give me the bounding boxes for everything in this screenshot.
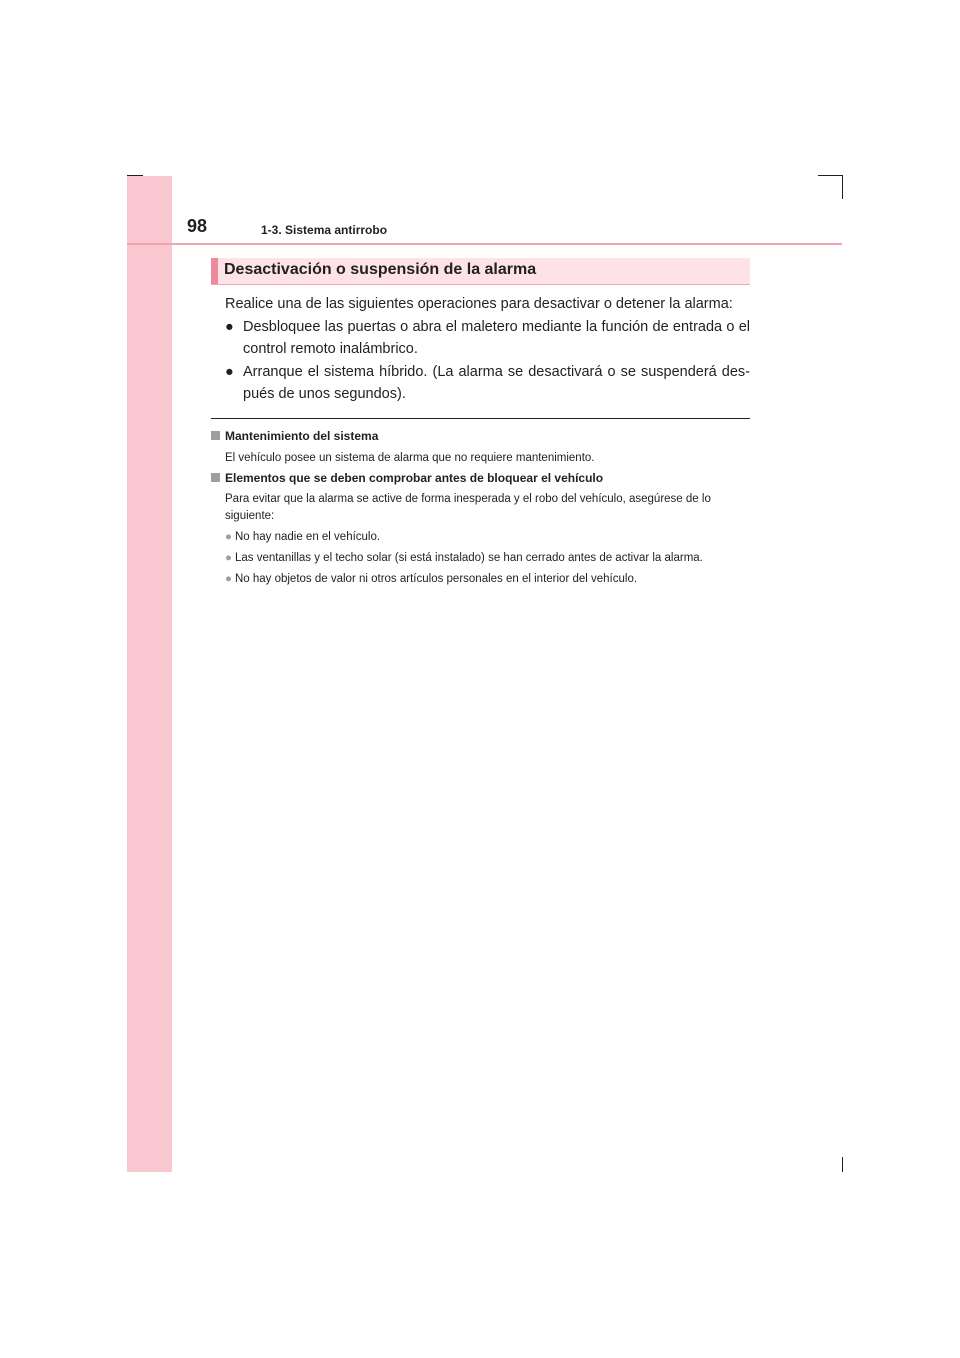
heading-text: Desactivación o suspensión de la alarma <box>224 261 537 278</box>
list-item-text: Desbloquee las puertas o abra el maletero mediante la función de entrada o el control remoto inalámbrico. <box>243 319 750 357</box>
page-number: 98 <box>187 216 208 236</box>
note-list-item <box>225 571 750 588</box>
note-list-item-text: No hay nadie en el vehículo. <box>234 531 381 543</box>
note-list-item <box>225 550 750 567</box>
crop-mark-bottom-right <box>842 1157 843 1172</box>
note-list-item-text: No hay objetos de valor ni otros artículos personales en el interior del vehículo. <box>234 573 638 585</box>
note-heading <box>211 429 378 443</box>
bullet-icon: ● <box>225 531 232 543</box>
header-rule <box>127 243 842 245</box>
square-icon <box>211 431 220 440</box>
section-divider <box>211 418 750 419</box>
list-item <box>225 361 750 405</box>
note-heading <box>211 471 603 485</box>
bullet-icon: ● <box>225 552 232 564</box>
list-item-text: Arranque el sistema híbrido. (La alarma se desactivará o se suspenderá des-pués de unos segundos). <box>243 364 750 402</box>
heading-accent <box>211 258 218 284</box>
note-list-item-text: Las ventanillas y el techo solar (si está instalado) se han cerrado antes de activar la alarma. <box>234 552 703 564</box>
note-text: Para evitar que la alarma se active de forma inesperada y el robo del vehículo, asegúrese de lo siguiente: <box>225 493 711 522</box>
square-icon <box>211 473 220 482</box>
note-title: Elementos que se deben comprobar antes de bloquear el vehículo <box>225 471 604 485</box>
section-heading <box>211 258 750 285</box>
note-title: Mantenimiento del sistema <box>225 429 379 443</box>
section-title: 1-3. Sistema antirrobo <box>261 223 388 237</box>
bullet-icon: ● <box>225 573 232 585</box>
list-item <box>225 316 750 360</box>
sidebar-tab <box>127 176 172 1172</box>
crop-mark-top-left <box>127 175 143 176</box>
note-list-item <box>225 529 750 546</box>
crop-mark-top-right-v <box>842 175 843 199</box>
intro-text: Realice una de las siguientes operaciones para desactivar o detener la alarma: <box>225 296 733 312</box>
bullet-icon: ● <box>225 364 234 380</box>
note-text: El vehículo posee un sistema de alarma que no requiere mantenimiento. <box>225 452 595 464</box>
bullet-icon: ● <box>225 319 234 335</box>
crop-mark-top-right-h <box>818 175 842 176</box>
